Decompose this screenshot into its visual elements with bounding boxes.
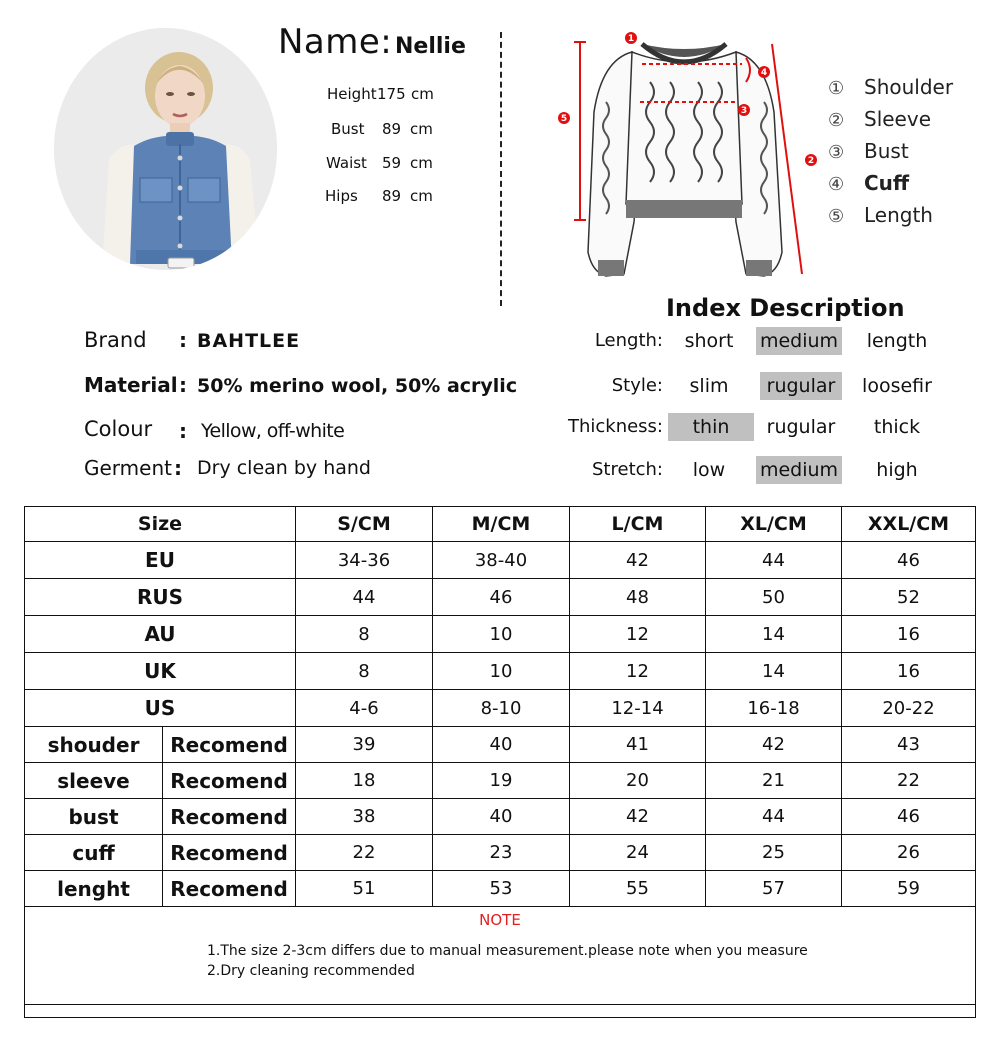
table-cell: 38-40 — [433, 542, 570, 579]
table-cell: 40 — [433, 727, 570, 763]
measure-unit: cm — [410, 154, 433, 172]
material-colon: : — [179, 373, 187, 397]
table-cell: 43 — [842, 727, 976, 763]
table-cell: 22 — [296, 835, 433, 871]
index-option: loosefir — [862, 375, 932, 397]
table-cell: 12-14 — [570, 690, 706, 727]
table-row — [25, 799, 976, 835]
germent-value: Dry clean by hand — [197, 457, 371, 479]
table-cell: 14 — [706, 653, 842, 690]
measure-unit: cm — [410, 120, 433, 138]
measure-value: 89 — [382, 187, 402, 205]
table-cell: 53 — [433, 871, 570, 907]
table-header-row — [25, 507, 976, 542]
measure-unit: cm — [410, 187, 433, 205]
table-cell: 16 — [842, 653, 976, 690]
table-cell: 46 — [842, 799, 976, 835]
row-label: US — [25, 690, 296, 727]
table-cell: 41 — [570, 727, 706, 763]
recommend-label: Recomend — [163, 763, 296, 799]
index-row-label: Stretch: — [592, 459, 663, 480]
table-cell: 4-6 — [296, 690, 433, 727]
table-cell: 46 — [433, 579, 570, 616]
colour-label: Colour — [84, 417, 153, 441]
table-cell: 19 — [433, 763, 570, 799]
diagram-marker-3: 3 — [740, 106, 748, 116]
index-option: rugular — [766, 416, 836, 438]
note-cell — [25, 907, 976, 1005]
table-cell: 46 — [842, 542, 976, 579]
table-cell: 8 — [296, 653, 433, 690]
table-row — [25, 653, 976, 690]
note-line: 1.The size 2-3cm differs due to manual measurement.please note when you measure — [207, 943, 808, 959]
table-cell: 50 — [706, 579, 842, 616]
note-line: 2.Dry cleaning recommended — [207, 963, 415, 979]
table-cell: 34-36 — [296, 542, 433, 579]
table-cell: 48 — [570, 579, 706, 616]
name-label: Name: — [278, 22, 393, 62]
row-label: bust — [25, 799, 163, 835]
brand-label: Brand — [84, 328, 147, 352]
index-option-selected: medium — [756, 327, 842, 355]
measure-label: Hips — [325, 187, 358, 205]
index-option-selected: rugular — [760, 372, 842, 400]
germent-colon: : — [174, 456, 182, 480]
legend-item-length — [828, 203, 933, 227]
header-cell: L/CM — [570, 507, 706, 542]
index-option: high — [876, 459, 918, 481]
recommend-label: Recomend — [163, 871, 296, 907]
table-cell: 8-10 — [433, 690, 570, 727]
index-option: low — [692, 459, 726, 481]
table-cell: 21 — [706, 763, 842, 799]
measure-label: Bust — [331, 120, 365, 138]
colour-value: Yellow, off-white — [201, 420, 345, 442]
table-cell: 42 — [570, 799, 706, 835]
index-description-title: Index Description — [666, 294, 905, 322]
index-option: short — [684, 330, 734, 352]
index-option: thick — [873, 416, 921, 438]
row-label: sleeve — [25, 763, 163, 799]
germent-label: Germent — [84, 456, 172, 480]
diagram-marker-2: 2 — [807, 156, 815, 166]
table-cell: 25 — [706, 835, 842, 871]
recommend-label: Recomend — [163, 835, 296, 871]
measure-value: 175 — [377, 85, 406, 103]
table-cell: 10 — [433, 616, 570, 653]
table-cell: 51 — [296, 871, 433, 907]
header-cell-size: Size — [25, 507, 296, 542]
table-row — [25, 579, 976, 616]
table-cell: 40 — [433, 799, 570, 835]
legend-number: ② — [828, 110, 845, 131]
header-cell: M/CM — [433, 507, 570, 542]
model-name: Nellie — [395, 34, 466, 59]
legend-label: Length — [864, 203, 933, 227]
row-label: cuff — [25, 835, 163, 871]
row-label: UK — [25, 653, 296, 690]
measure-unit: cm — [411, 85, 434, 103]
index-row-label: Style: — [611, 375, 663, 396]
table-cell: 16-18 — [706, 690, 842, 727]
table-row — [25, 871, 976, 907]
note-row — [25, 907, 976, 1005]
table-cell: 10 — [433, 653, 570, 690]
legend-label: Cuff — [864, 171, 910, 195]
header-cell: XL/CM — [706, 507, 842, 542]
legend-item-shoulder — [828, 75, 953, 99]
recommend-label: Recomend — [163, 727, 296, 763]
table-cell: 42 — [570, 542, 706, 579]
table-cell: 38 — [296, 799, 433, 835]
measure-label: Height — [327, 85, 377, 103]
legend-label: Bust — [864, 139, 909, 163]
table-cell: 39 — [296, 727, 433, 763]
header-cell: S/CM — [296, 507, 433, 542]
table-cell: 16 — [842, 616, 976, 653]
row-label: shouder — [25, 727, 163, 763]
row-label: RUS — [25, 579, 296, 616]
table-cell: 44 — [296, 579, 433, 616]
model-photo — [54, 28, 277, 270]
brand-colon: : — [179, 328, 187, 352]
table-cell: 23 — [433, 835, 570, 871]
index-option: length — [866, 330, 928, 352]
table-cell: 8 — [296, 616, 433, 653]
diagram-marker-1: 1 — [627, 34, 635, 44]
dashed-divider — [500, 32, 502, 306]
table-cell: 26 — [842, 835, 976, 871]
measure-value: 89 — [382, 120, 402, 138]
material-value: 50% merino wool, 50% acrylic — [197, 375, 518, 397]
table-row — [25, 763, 976, 799]
table-cell: 44 — [706, 799, 842, 835]
table-row — [25, 542, 976, 579]
table-cell: 42 — [706, 727, 842, 763]
table-cell: 14 — [706, 616, 842, 653]
note-title: NOTE — [479, 911, 521, 929]
table-cell: 12 — [570, 653, 706, 690]
row-label: AU — [25, 616, 296, 653]
index-row-label: Thickness: — [567, 416, 663, 437]
legend-item-sleeve — [828, 107, 931, 131]
legend-number: ① — [828, 78, 845, 99]
index-option-selected: medium — [756, 456, 842, 484]
diagram-marker-5: 5 — [560, 114, 568, 124]
row-label: EU — [25, 542, 296, 579]
sweater-diagram — [550, 22, 820, 284]
table-cell: 20-22 — [842, 690, 976, 727]
table-cell: 22 — [842, 763, 976, 799]
header-cell: XXL/CM — [842, 507, 976, 542]
index-row-label: Length: — [594, 330, 663, 351]
table-cell: 57 — [706, 871, 842, 907]
legend-label: Sleeve — [864, 107, 932, 131]
colour-colon: : — [179, 419, 187, 443]
recommend-label: Recomend — [163, 799, 296, 835]
table-cell: 18 — [296, 763, 433, 799]
table-cell: 52 — [842, 579, 976, 616]
legend-number: ③ — [828, 142, 845, 163]
legend-item-cuff — [828, 171, 909, 195]
table-cell: 12 — [570, 616, 706, 653]
legend-number: ④ — [828, 174, 845, 195]
material-label: Material — [84, 373, 178, 397]
measure-label: Waist — [326, 154, 367, 172]
legend-number: ⑤ — [828, 206, 845, 227]
measure-value: 59 — [382, 154, 402, 172]
index-option: slim — [689, 375, 729, 397]
table-cell: 55 — [570, 871, 706, 907]
row-label: lenght — [25, 871, 163, 907]
table-cell: 44 — [706, 542, 842, 579]
table-cell: 20 — [570, 763, 706, 799]
diagram-marker-4: 4 — [760, 68, 768, 78]
legend-label: Shoulder — [864, 75, 954, 99]
table-row — [25, 727, 976, 763]
table-row — [25, 690, 976, 727]
table-cell: 59 — [842, 871, 976, 907]
index-option-selected: thin — [668, 413, 754, 441]
table-row — [25, 835, 976, 871]
legend-item-bust — [828, 139, 909, 163]
brand-value: BAHTLEE — [197, 330, 301, 352]
table-cell: 24 — [570, 835, 706, 871]
table-row — [25, 616, 976, 653]
size-chart-table — [24, 506, 976, 1005]
